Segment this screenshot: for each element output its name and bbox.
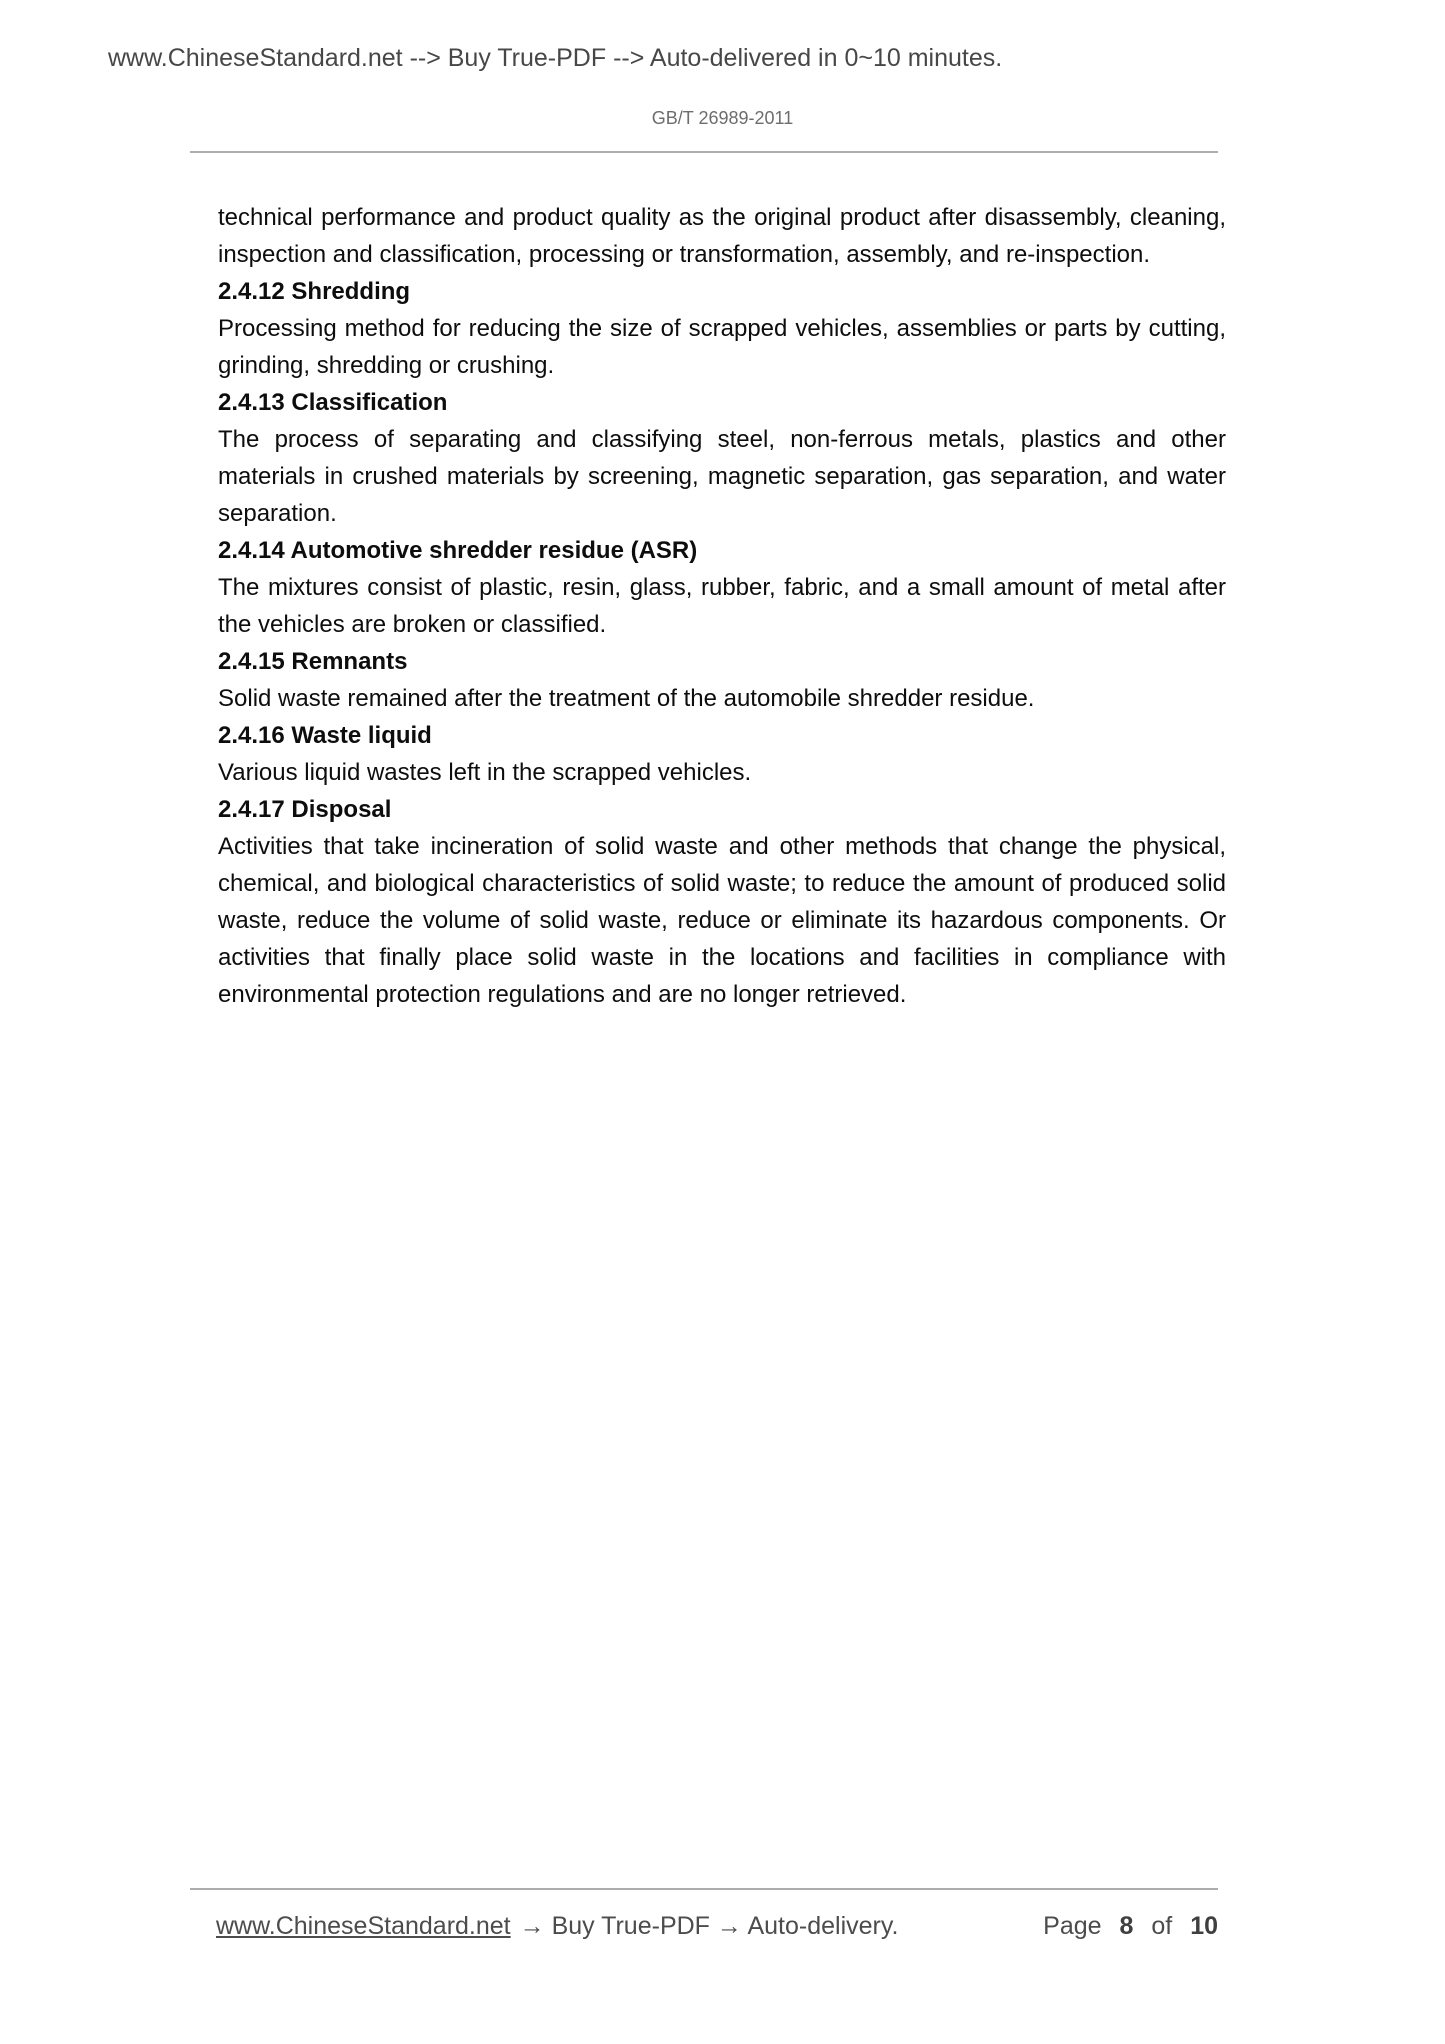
section-heading-asr: 2.4.14 Automotive shredder residue (ASR) [218,537,698,564]
section-heading-shredding: 2.4.12 Shredding [218,278,411,305]
header-divider [190,151,1218,153]
page-total-number: 10 [1190,1912,1218,1940]
footer-site-link[interactable]: www.ChineseStandard.net [216,1912,511,1940]
page-current-number: 8 [1119,1912,1134,1940]
paragraph-classification: The process of separating and classifying steel, non-ferrous metals, plastics and other materials in crushed materials by screening, magnetic separation, gas separation, and water separation. [218,426,1226,527]
footer-promo [216,1911,898,1942]
page-of-label: of [1151,1912,1173,1940]
section-heading-disposal: 2.4.17 Disposal [218,796,392,823]
footer-divider [190,1888,1218,1890]
page-label: Page [1043,1912,1102,1940]
paragraph-waste-liquid: Various liquid wastes left in the scrapped vehicles. [218,759,752,786]
section-heading-classification: 2.4.13 Classification [218,389,448,416]
paragraph-disposal: Activities that take incineration of solid waste and other methods that change the physical, chemical, and biological characteristics of solid waste; to reduce the amount of produced solid waste, reduce the volume of solid waste, reduce or eliminate its hazardous components. Or activities that finally place solid waste in the locations and facilities in compliance with environmental protection regulations and are no longer retrieved. [218,833,1226,1008]
paragraph-remnants: Solid waste remained after the treatment of the automobile shredder residue. [218,685,1035,712]
paragraph-continuation: technical performance and product quality as the original product after disassembly, cleaning, inspection and classification, processing or transformation, assembly, and re-inspection. [218,204,1226,268]
paragraph-asr: The mixtures consist of plastic, resin, glass, rubber, fabric, and a small amount of metal after the vehicles are broken or classified. [218,574,1226,638]
document-body [218,199,1226,1013]
section-heading-remnants: 2.4.15 Remnants [218,648,408,675]
standard-code: GB/T 26989-2011 [651,108,794,128]
header-promo-text: www.ChineseStandard.net --> Buy True-PDF --> Auto-delivered in 0~10 minutes. [108,44,1003,72]
page-number [1043,1911,1218,1942]
footer-tagline: → Buy True-PDF → Auto-delivery. [519,1912,899,1940]
section-heading-waste-liquid: 2.4.16 Waste liquid [218,722,432,749]
paragraph-shredding: Processing method for reducing the size of scrapped vehicles, assemblies or parts by cutting, grinding, shredding or crushing. [218,315,1226,379]
